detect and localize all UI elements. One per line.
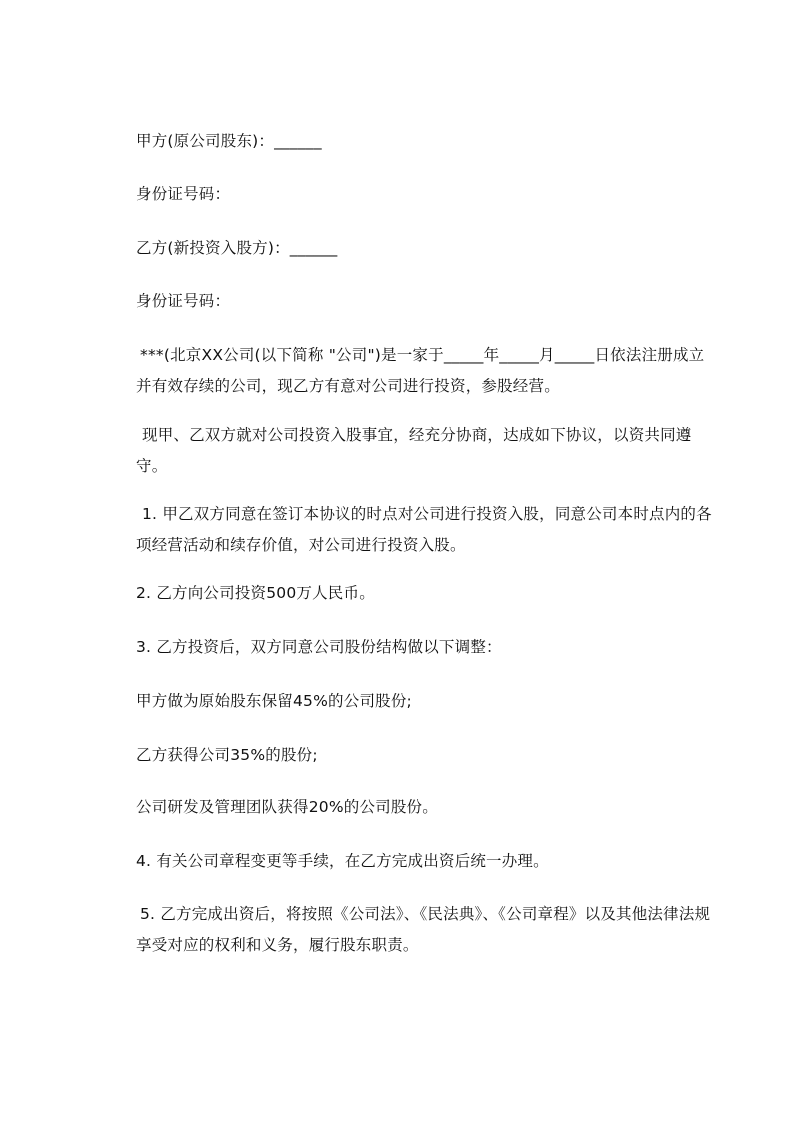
party-b-id-line: 身份证号码： [136, 292, 231, 310]
share-party-a: 甲方做为原始股东保留45%的公司股份; [136, 692, 412, 710]
agreement-statement: 现甲、乙双方就对公司投资入股事宜，经充分协商，达成如下协议，以资共同遵守。 [136, 426, 692, 475]
party-a-line: 甲方(原公司股东)：______ [136, 132, 322, 150]
clause-3: 3. 乙方投资后，双方同意公司股份结构做以下调整： [136, 638, 502, 656]
clause-2: 2. 乙方向公司投资500万人民币。 [136, 584, 375, 602]
intro-paragraph: ***(北京XX公司(以下简称 "公司")是一家于_____年_____月_____日依法注册成立并有效存续的公司，现乙方有意对公司进行投资，参股经营。 [136, 346, 705, 395]
clause-5: 5. 乙方完成出资后，将按照《公司法》、《民法典》、《公司章程》以及其他法律法规享受对应的权利和义务，履行股东职责。 [136, 905, 711, 954]
clause-1: 1. 甲乙双方同意在签订本协议的时点对公司进行投资入股，同意公司本时点内的各项经营活动和续存价值，对公司进行投资入股。 [136, 505, 712, 554]
share-party-b: 乙方获得公司35%的股份; [136, 746, 318, 764]
share-team: 公司研发及管理团队获得20%的公司股份。 [136, 798, 438, 816]
party-b-line: 乙方(新投资入股方)：______ [136, 239, 338, 257]
clause-4: 4. 有关公司章程变更等手续，在乙方完成出资后统一办理。 [136, 852, 549, 870]
party-a-id-line: 身份证号码： [136, 185, 231, 203]
